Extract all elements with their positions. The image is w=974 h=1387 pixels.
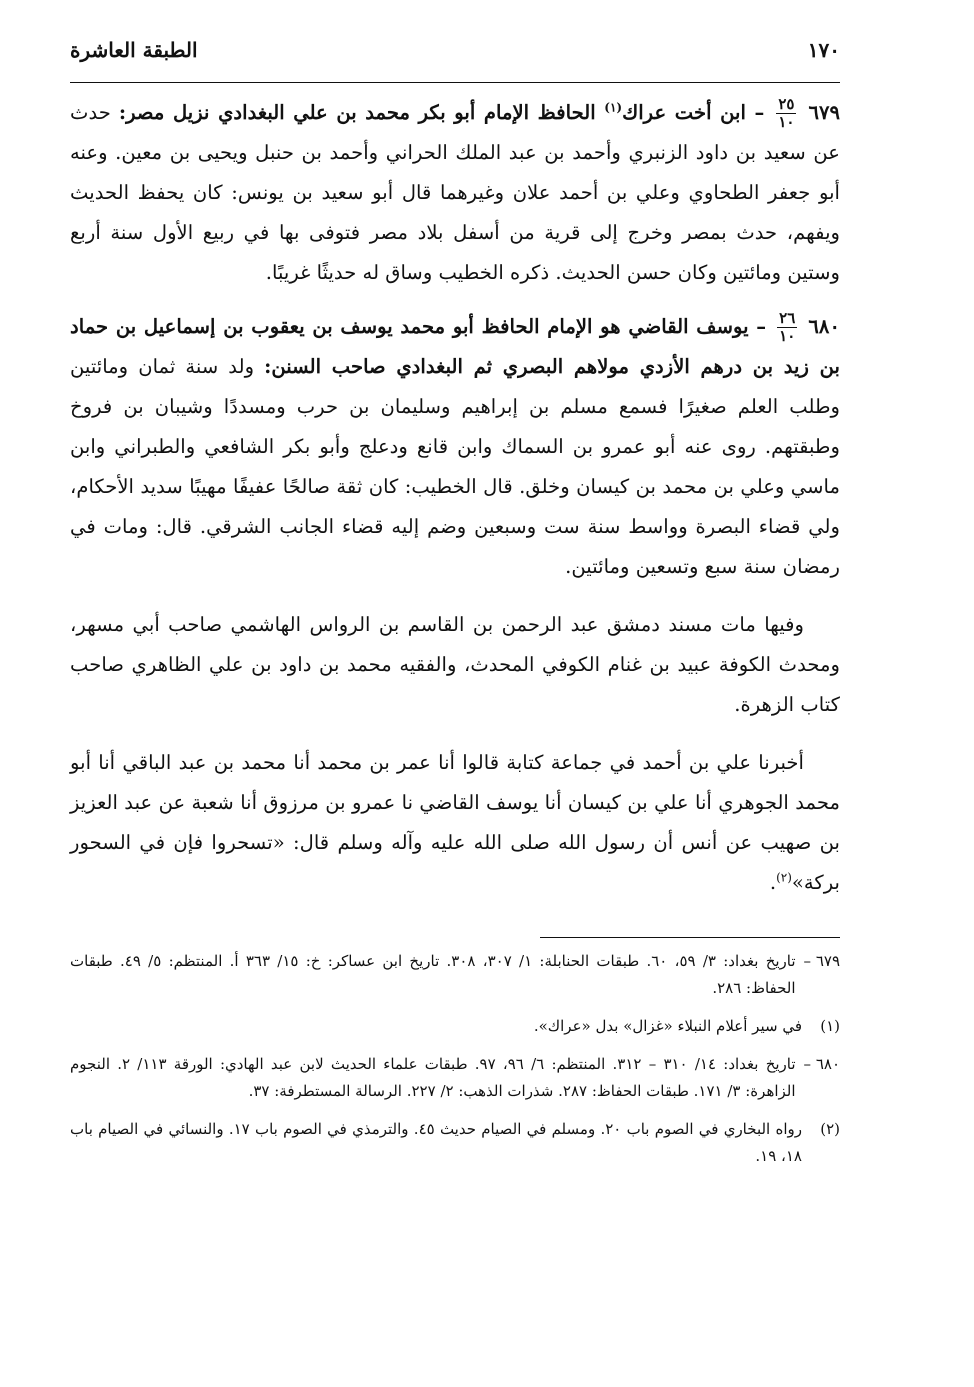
footnote-marker: (٢): [776, 870, 792, 885]
footnote-item: [70, 1051, 840, 1105]
entry-number: ٦٧٩: [808, 101, 841, 124]
footnote-marker: (١): [604, 100, 623, 115]
page-number: ١٧٠: [807, 38, 840, 62]
footnote-label: ٦٧٩ –: [803, 952, 840, 970]
entry-fraction: [776, 97, 796, 130]
hadith-paragraph: [70, 743, 840, 903]
entry-number: ٦٨٠: [808, 315, 840, 338]
footnote-label: (٢): [820, 1120, 840, 1138]
entry-fraction: [777, 311, 797, 344]
footnote-item: [70, 948, 840, 1002]
footnote-label: (١): [820, 1017, 840, 1035]
entry-body: حدث عن سعيد بن داود الزنبري وأحمد بن عبد الملك الحراني وأحمد بن حنبل ويحيى بن معين. وعنه أبو جعفر الطحاوي وعلي بن أحمد علان وغيرهما قال أبو سعيد بن يونس: كان يحفظ الحديث ويفهم، حدث بمصر وخرج إلى قرية من أسفل بلاد مصر فتوفى بها في ربيع الأول سنة أربع وستين ومائتين وكان حسن الحديث. ذكره الخطيب وساق له حديثًا غريبًا.: [70, 101, 840, 284]
hadith-text: أخبرنا علي بن أحمد في جماعة كتابة قالوا أنا عمر بن محمد أنا محمد بن عبد الباقي أنا أبو محمد الجوهري أنا علي بن كيسان أنا يوسف القاضي نا عمرو بن مرزوق أنا شعبة عن عبد العزيز بن صهيب عن أنس أن رسول الله صلى الله عليه وآله وسلم قال: «تسحروا فإن في السحور بركة»: [70, 751, 840, 894]
entry-heading: – ابن أخت عراك: [622, 101, 765, 124]
book-page: [70, 38, 840, 1358]
deaths-paragraph: وفيها مات مسند دمشق عبد الرحمن بن القاسم بن الرواس الهاشمي صاحب أبي مسهر، ومحدث الكوفة عبيد بن غنام الكوفي المحدث، والفقيه محمد بن داود بن علي الظاهري صاحب كتاب الزهرة.: [70, 613, 840, 716]
footnote-text: في سير أعلام النبلاء «غزال» بدل «عراك».: [533, 1017, 802, 1035]
footnote-item: [70, 1013, 840, 1040]
section-title: الطبقة العاشرة: [70, 38, 198, 62]
footnote-text: تاريخ بغداد: ٣/ ٥٩، ٦٠. طبقات الحنابلة: ١/ ٣٠٧، ٣٠٨. تاريخ ابن عساكر: خ: ١٥/ ٣٦٣ أ. المنتظم: ٥/ ٤٩. طبقات الحفاظ: ٢٨٦.: [70, 952, 796, 997]
fraction-denominator: ١٠: [778, 113, 795, 131]
entry-heading-continued: الحافظ الإمام أبو بكر محمد بن علي البغدادي نزيل مصر:: [118, 101, 605, 124]
biography-entry-680: [70, 307, 840, 587]
entry-heading: – يوسف القاضي هو الإمام الحافظ أبو محمد يوسف بن يعقوب بن إسماعيل بن حماد بن زيد بن درهم الأزدي مولاهم البصري ثم البغدادي صاحب السنن:: [70, 315, 840, 378]
biography-entry-679: [70, 93, 840, 293]
hadith-end: .: [769, 871, 777, 894]
footnote-text: تاريخ بغداد: ١٤/ ٣١٠ – ٣١٢. المنتظم: ٦/ ٩٦، ٩٧. طبقات علماء الحديث لابن عبد الهادي: الورقة ١١٣/ ٢. النجوم الزاهرة: ٣/ ١٧١. طبقات الحفاظ: ٢٨٧. شذرات الذهب: ٢/ ٢٢٧. الرسالة المستطرفة: ٣٧.: [70, 1055, 796, 1100]
footnote-divider: [540, 937, 840, 938]
fraction-denominator: ١٠: [779, 327, 796, 345]
entry-body: ولد سنة ثمان ومائتين وطلب العلم صغيرًا فسمع مسلم بن إبراهيم وسليمان بن حرب ومسددًا وشيبان بن فروخ وطبقتهم. روى عنه أبو عمرو بن السماك وابن قانع ودعلج وأبو بكر الشافعي والطبراني وابن ماسي وعلي بن محمد بن كيسان وخلق. قال الخطيب: كان ثقة صالحًا عفيفًا مهيبًا سديد الأحكام، ولي قضاء البصرة وواسط سنة ست وسبعين وضم إليه قضاء الجانب الشرقي. قال: ومات في رمضان سنة سبع وتسعين ومائتين.: [70, 355, 840, 578]
fraction-numerator: ٢٥: [778, 95, 795, 113]
running-head: [70, 38, 840, 82]
footnote-text: رواه البخاري في الصوم باب ٢٠. ومسلم في الصيام حديث ٤٥. والترمذي في الصوم باب ١٧. والنسائي في الصيام باب ١٨، ١٩.: [70, 1120, 802, 1165]
footnote-label: ٦٨٠ –: [803, 1055, 840, 1073]
fraction-numerator: ٢٦: [779, 309, 796, 327]
header-divider: [70, 82, 840, 83]
footnote-item: [70, 1116, 840, 1170]
footnotes: [70, 948, 840, 1170]
